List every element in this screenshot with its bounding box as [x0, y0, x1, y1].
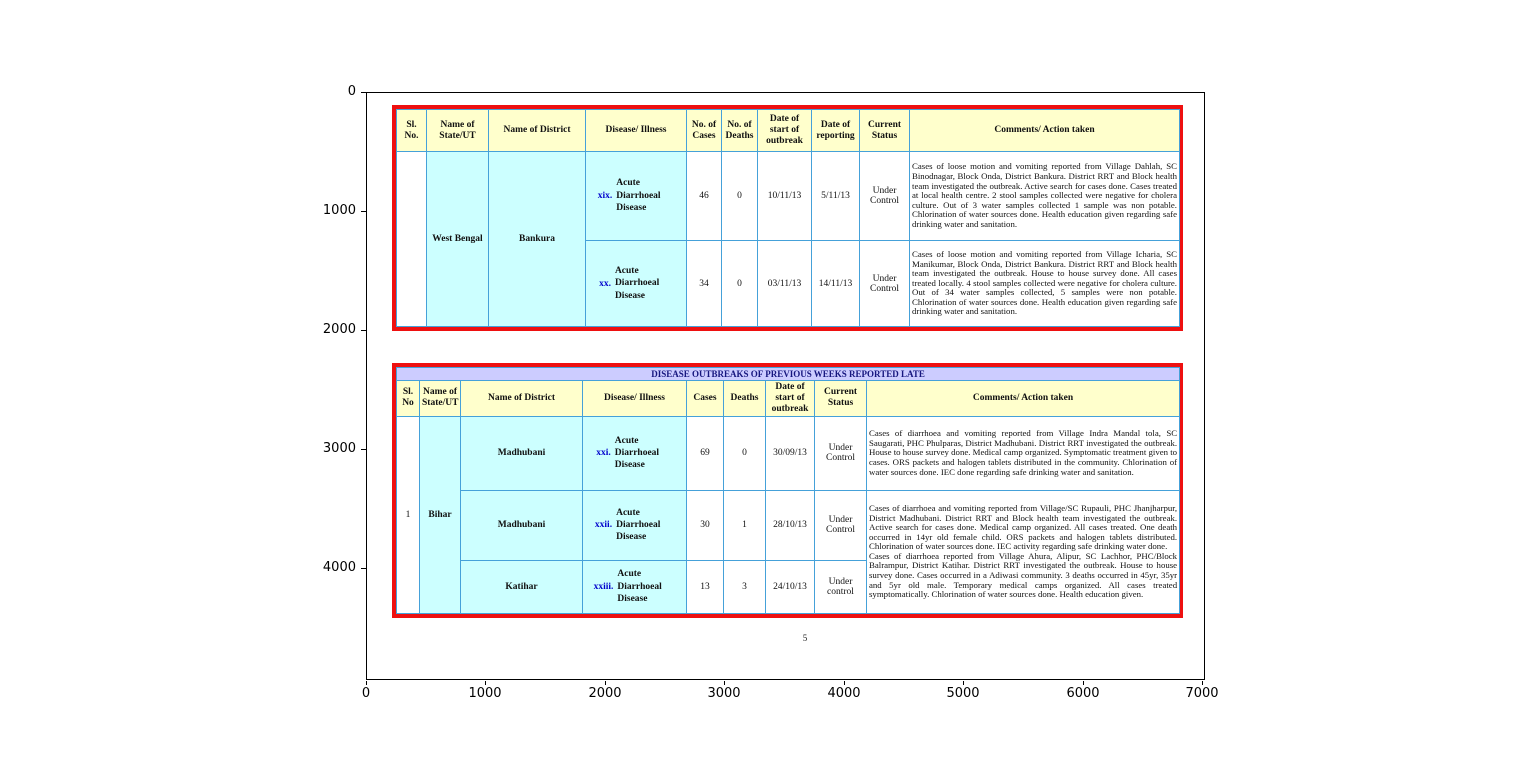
t2-header-comments: Comments/ Action taken: [867, 381, 1180, 417]
table-row: [397, 490, 1180, 560]
t2-state-cell: Bihar: [420, 416, 461, 613]
t2-cases-value: 30: [687, 490, 724, 560]
t1-header-report-date: Date of reporting: [812, 110, 860, 152]
t2-disease-cell: [583, 416, 687, 490]
disease-name: Acute Diarrhoeal Disease: [616, 178, 661, 214]
t1-header-disease: Disease/ Illness: [586, 110, 687, 152]
t2-deaths-value: 0: [724, 416, 766, 490]
x-tick: [844, 681, 845, 685]
y-tick: [361, 211, 366, 212]
t1-header-cases: No. of Cases: [687, 110, 722, 152]
t1-header-slno: Sl. No.: [397, 110, 427, 152]
t2-start-date-value: 28/10/13: [766, 490, 815, 560]
document-page-number: 5: [802, 633, 808, 643]
t2-header-disease: Disease/ Illness: [583, 381, 687, 417]
x-tick-label: 5000: [946, 686, 980, 701]
status-value: Under Control: [860, 152, 910, 241]
list-numeral: xx.: [599, 278, 611, 289]
status-value: Under Control: [815, 490, 867, 560]
t1-start-date-value: 10/11/13: [758, 152, 812, 241]
t2-header-district: Name of District: [461, 381, 583, 417]
y-tick-label: 4000: [322, 560, 356, 575]
status-value: Under Control: [860, 241, 910, 327]
y-tick-label: 3000: [322, 441, 356, 456]
outbreak-table-late: [392, 363, 1183, 618]
t2-header-start-date: Date of start of outbreak: [766, 381, 815, 417]
table1-header-row: [397, 110, 1180, 152]
list-numeral: xxi.: [596, 448, 611, 459]
t1-district-cell: Bankura: [489, 152, 586, 327]
comments-paragraph: Cases of diarrhoea reported from Village Ahura, Alipur, SC Lachhor, PHC/Block Balrampur, District Katihar. District RRT investigated the outbreak. House to house survey done. Cases occurred in a Adiwasi community. 3 deaths occurred in 45yr, 35yr and 5yr old male. Temporary medical camps organized. All cases treated symptomatically. Chlorination of water sources done. Health education given.: [869, 550, 1178, 600]
x-tick: [1202, 681, 1203, 685]
table2-title-row: [397, 368, 1180, 381]
outbreak-table-current: [392, 105, 1183, 331]
y-tick-label: 0: [347, 84, 356, 99]
disease-name: Acute Diarrhoeal Disease: [617, 569, 662, 605]
disease-name: Acute Diarrhoeal Disease: [614, 435, 660, 471]
t2-slno-cell: 1: [397, 416, 420, 613]
list-numeral: xxii.: [594, 520, 613, 531]
x-tick-label: 0: [361, 686, 371, 701]
t2-start-date-value: 30/09/13: [766, 416, 815, 490]
x-tick-label: 6000: [1066, 686, 1100, 701]
t2-disease-cell: [583, 560, 687, 613]
status-value: Under Control: [815, 416, 867, 490]
disease-name: Acute Diarrhoeal Disease: [616, 507, 661, 543]
y-tick: [361, 92, 366, 93]
x-tick: [1083, 681, 1084, 685]
t2-cases-value: 13: [687, 560, 724, 613]
x-tick: [724, 681, 725, 685]
t1-cases-value: 34: [687, 241, 722, 327]
t2-deaths-value: 3: [724, 560, 766, 613]
t2-deaths-value: 1: [724, 490, 766, 560]
comments-cell: Cases of loose motion and vomiting reported from Village Icharia, SC Manikumar, Block Onda, District Bankura. District RRT and Block health team investigated the outbreak. House to house survey done. All cases treated locally. 4 stool samples collected were negative for cholera culture. Out of 34 water samples collected, 5 samples were non potable. Chlorination of water sources done. Health education given regarding safe drinking water and sanitation.: [910, 241, 1180, 327]
x-tick-label: 2000: [588, 686, 622, 701]
list-numeral: xxiii.: [593, 581, 614, 592]
t1-deaths-value: 0: [722, 241, 758, 327]
comments-paragraph: Cases of diarrhoea and vomiting reported from Village/SC Rupauli, PHC Jhanjharpur, District Madhubani. District RRT and Block health team investigated the outbreak. Active search for cases done. Medical camp organized. All cases treated. One death occurred in 14yr old female child. ORS packets and halogen tablets distributed. Chlorination of water sources done. IEC activity regarding safe drinking water done.: [869, 502, 1178, 552]
list-numeral: xix.: [597, 191, 613, 201]
t2-start-date-value: 24/10/13: [766, 560, 815, 613]
t2-header-cases: Cases: [687, 381, 724, 417]
t2-header-deaths: Deaths: [724, 381, 766, 417]
t2-district-cell: Madhubani: [461, 490, 583, 560]
x-tick-label: 1000: [468, 686, 502, 701]
t1-start-date-value: 03/11/13: [758, 241, 812, 327]
x-tick-label: 4000: [827, 686, 861, 701]
comments-cell: Cases of diarrhoea and vomiting reported from Village Indra Mandal tola, SC Saugarati, PHC Phulparas, District Madhubani. District RRT investigated the outbreak. House to house survey done. Medical camp organized. Symptomatic treatment given to cases. ORS packets and halogen tablets distributed in the community. Chlorination of water sources done. IEC done regarding safe drinking water and sanitation.: [867, 416, 1180, 490]
t1-report-date-value: 14/11/13: [812, 241, 860, 327]
t1-disease-cell: [586, 241, 687, 327]
y-tick: [361, 449, 366, 450]
table-row: [397, 152, 1180, 241]
t1-state-cell: West Bengal: [427, 152, 489, 327]
t2-header-slno: Sl. No: [397, 381, 420, 417]
t1-header-district: Name of District: [489, 110, 586, 152]
t1-deaths-value: 0: [722, 152, 758, 241]
y-tick-label: 2000: [322, 322, 356, 337]
comments-cell-merged: [867, 490, 1180, 613]
t2-header-status: Current Status: [815, 381, 867, 417]
t1-cases-value: 46: [687, 152, 722, 241]
comments-cell: Cases of loose motion and vomiting reported from Village Dahlah, SC Binodnagar, Block Onda, District Bankura. District RRT and Block health team investigated the outbreak. Active search for cases done. Cases treated at local health centre. 2 stool samples collected were negative for cholera culture. Out of 3 water samples collected 1 sample was non potable. Chlorination of water sources done. Health education given regarding safe drinking water and sanitation.: [910, 152, 1180, 241]
x-tick: [366, 681, 367, 685]
t1-report-date-value: 5/11/13: [812, 152, 860, 241]
t1-slno-cell: [397, 152, 427, 327]
t2-district-cell: Madhubani: [461, 416, 583, 490]
x-tick-label: 7000: [1185, 686, 1219, 701]
status-value: Under control: [815, 560, 867, 613]
t1-header-comments: Comments/ Action taken: [910, 110, 1180, 152]
table2-title: DISEASE OUTBREAKS OF PREVIOUS WEEKS REPORTED LATE: [397, 368, 1180, 381]
y-tick: [361, 568, 366, 569]
t1-header-status: Current Status: [860, 110, 910, 152]
y-tick: [361, 330, 366, 331]
t1-header-state: Name of State/UT: [427, 110, 489, 152]
x-tick: [963, 681, 964, 685]
x-tick: [485, 681, 486, 685]
x-tick: [605, 681, 606, 685]
t1-disease-cell: [586, 152, 687, 241]
disease-name: Acute Diarrhoeal Disease: [614, 265, 660, 301]
t1-header-deaths: No. of Deaths: [722, 110, 758, 152]
x-tick-label: 3000: [707, 686, 741, 701]
t2-district-cell: Katihar: [461, 560, 583, 613]
y-tick-label: 1000: [322, 203, 356, 218]
t2-header-state: Name of State/UT: [420, 381, 461, 417]
table-row: [397, 416, 1180, 490]
t2-cases-value: 69: [687, 416, 724, 490]
table2-header-row: [397, 381, 1180, 417]
t2-disease-cell: [583, 490, 687, 560]
t1-header-start-date: Date of start of outbreak: [758, 110, 812, 152]
